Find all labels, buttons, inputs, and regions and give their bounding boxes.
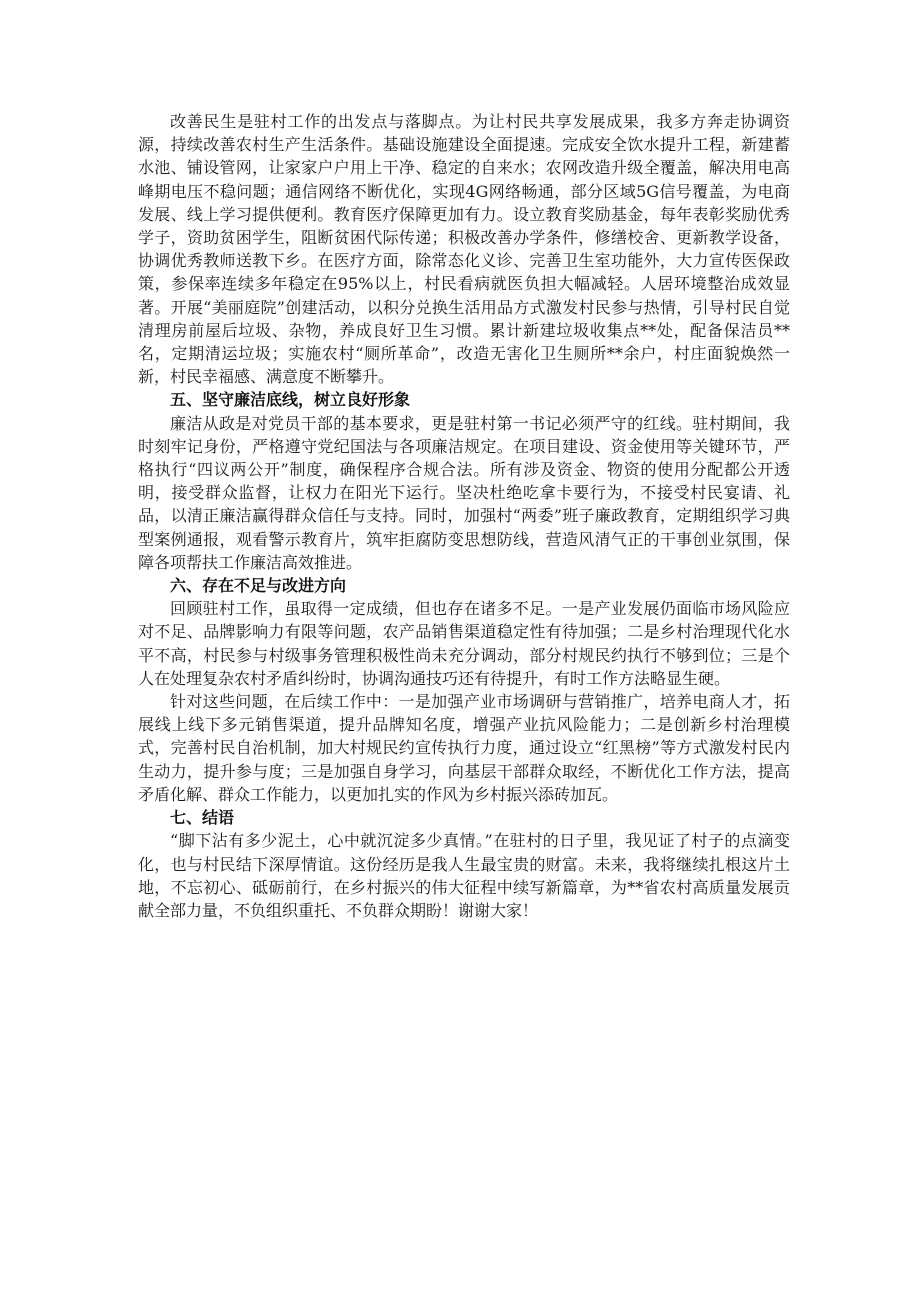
paragraph-conclusion: “脚下沾有多少泥土，心中就沉淀多少真情。”在驻村的日子里，我见证了村子的点滴变化，也与村民结下深厚情谊。这份经历是我人生最宝贵的财富。未来，我将继续扎根这片土地，不忘初心、砥砺前行，在乡村振兴的伟大征程中续写新篇章，为**省农村高质量发展贡献全部力量，不负组织重托、不负群众期盼！谢谢大家！ (138, 831, 790, 920)
paragraph-improvements: 针对这些问题，在后续工作中：一是加强产业市场调研与营销推广，培养电商人才，拓展线上线下多元销售渠道，提升品牌知名度，增强产业抗风险能力；二是创新乡村治理模式，完善村民自治机制，加大村规民约宣传执行力度，通过设立“红黑榜”等方式激发村民内生动力，提升参与度；三是加强自身学习，向基层干部群众取经，不断优化工作方法，提高矛盾化解、群众工作能力，以更加扎实的作风为乡村振兴添砖加瓦。 (138, 692, 790, 804)
section-heading-integrity: 五、坚守廉洁底线，树立良好形象 (170, 390, 411, 410)
paragraph-shortcomings: 回顾驻村工作，虽取得一定成绩，但也存在诸多不足。一是产业发展仍面临市场风险应对不足、品牌影响力有限等问题，农产品销售渠道稳定性有待加强；二是乡村治理现代化水平不高，村民参与村级事务管理积极性尚未充分调动，部分村规民约执行不够到位；三是个人在处理复杂农村矛盾纠纷时，协调沟通技巧还有待提升，有时工作方法略显生硬。 (138, 599, 790, 688)
document-body (138, 110, 790, 922)
section-heading-conclusion: 七、结语 (170, 808, 235, 828)
section-heading-shortcomings: 六、存在不足与改进方向 (170, 576, 347, 596)
paragraph-livelihood: 改善民生是驻村工作的出发点与落脚点。为让村民共享发展成果，我多方奔走协调资源，持续改善农村生产生活条件。基础设施建设全面提速。完成安全饮水提升工程，新建蓄水池、铺设管网，让家家户户用上干净、稳定的自来水；农网改造升级全覆盖，解决用电高峰期电压不稳问题；通信网络不断优化，实现4G网络畅通，部分区域5G信号覆盖，为电商发展、线上学习提供便利。教育医疗保障更加有力。设立教育奖励基金，每年表彰奖励优秀学子，资助贫困学生，阻断贫困代际传递；积极改善办学条件，修缮校舍、更新教学设备，协调优秀教师送教下乡。在医疗方面，除常态化义诊、完善卫生室功能外，大力宣传医保政策，参保率连续多年稳定在95%以上，村民看病就医负担大幅减轻。人居环境整治成效显著。开展“美丽庭院”创建活动，以积分兑换生活用品方式激发村民参与热情，引导村民自觉清理房前屋后垃圾、杂物，养成良好卫生习惯。累计新建垃圾收集点**处，配备保洁员**名，定期清运垃圾；实施农村“厕所革命”，改造无害化卫生厕所**余户，村庄面貌焕然一新，村民幸福感、满意度不断攀升。 (138, 112, 790, 387)
paragraph-integrity: 廉洁从政是对党员干部的基本要求，更是驻村第一书记必须严守的红线。驻村期间，我时刻牢记身份，严格遵守党纪国法与各项廉洁规定。在项目建设、资金使用等关键环节，严格执行“四议两公开”制度，确保程序合规合法。所有涉及资金、物资的使用分配都公开透明，接受群众监督，让权力在阳光下运行。坚决杜绝吃拿卡要行为，不接受村民宴请、礼品，以清正廉洁赢得群众信任与支持。同时，加强村“两委”班子廉政教育，定期组织学习典型案例通报，观看警示教育片，筑牢拒腐防变思想防线，营造风清气正的干事创业氛围，保障各项帮扶工作廉洁高效推进。 (138, 413, 790, 572)
